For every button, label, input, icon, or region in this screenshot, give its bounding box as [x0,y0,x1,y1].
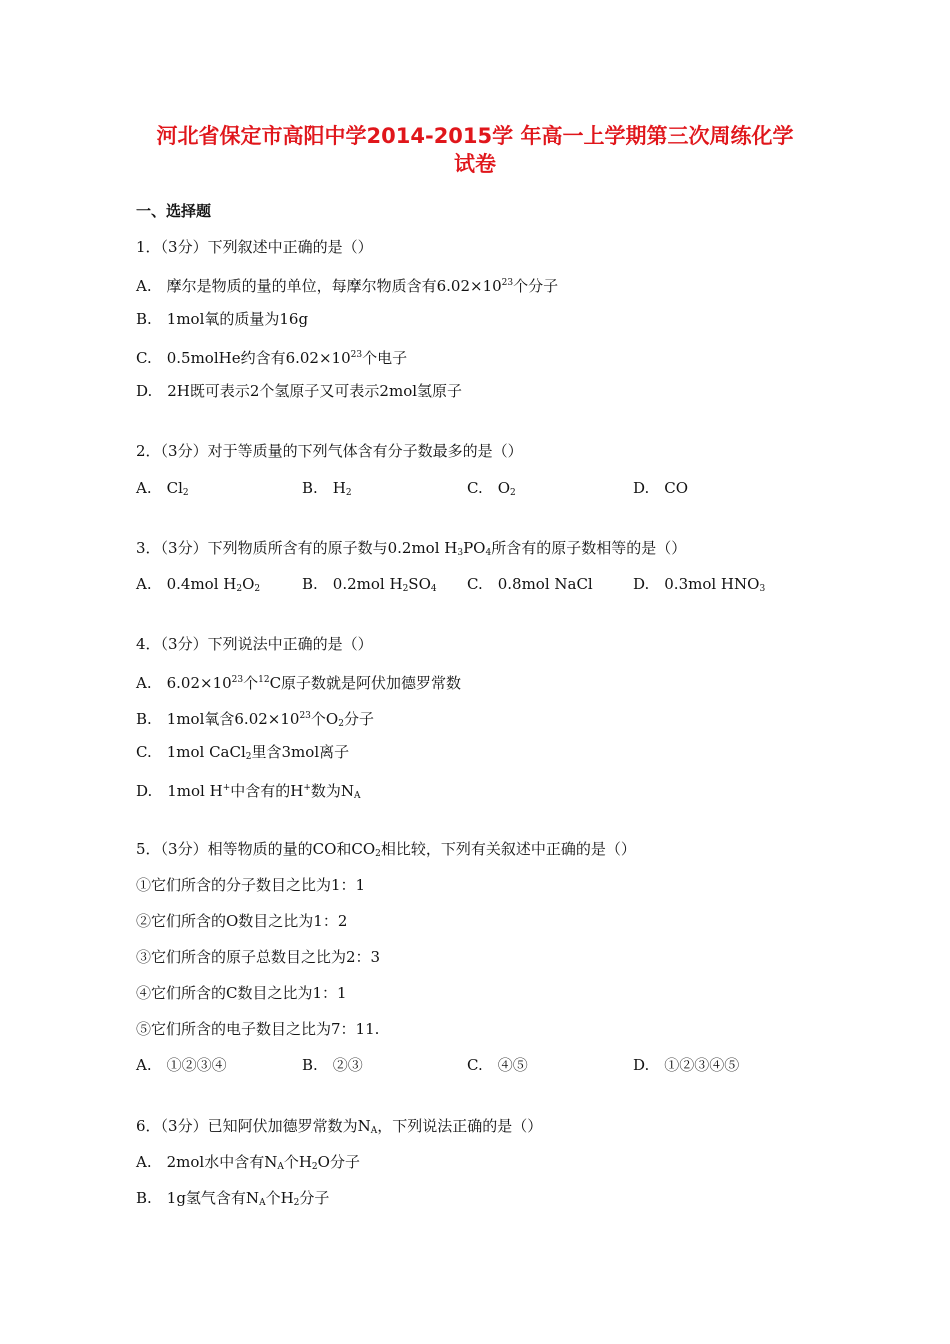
q4-option-a: A. $6.02\times 10^{23}$个$^{12}$C原子数就是阿伏加德罗常数 [136,674,462,692]
q1-option-a: A. 摩尔是物质的量的单位，每摩尔物质含有$6.02\times 10^{23}$个分子 [136,277,559,295]
q2-option-b: B. $H_2$ [302,479,352,498]
q2-option-a: A. $Cl_2$ [136,479,189,498]
q5-option-b: B. ②③ [302,1056,363,1074]
q5-statement-2: ②它们所含的O数目之比为1：2 [136,912,348,930]
q1-option-c: C. 0.5molHe约含有$6.02\times 10^{23}$个电子 [136,349,408,367]
q4-option-b: B. 1mol氧含$6.02\times 10^{23}$个$O_2$分子 [136,710,374,729]
q5-option-d: D. ①②③④⑤ [633,1056,740,1074]
q3-options [136,574,896,594]
q5-statement-5: ⑤它们所含的电子数目之比为7：11. [136,1020,380,1038]
title-line-1: 河北省保定市高阳中学2014-2015学 年高一上学期第三次周练化学 [156,124,794,148]
document-title [100,122,850,178]
q3-option-a: A. 0.4mol $H_2O_2$ [136,575,261,594]
q3-stem: 3．（3分）下列物质所含有的原子数与0.2mol $H_3PO_4$所含有的原子数相等的是（） [136,539,687,558]
q2-stem: 2．（3分）对于等质量的下列气体含有分子数最多的是（） [136,442,523,460]
q2-option-c: C. $O_2$ [467,479,516,498]
q1-stem: 1．（3分）下列叙述中正确的是（） [136,238,373,256]
q3-option-d: D. 0.3mol $HNO_3$ [633,575,766,594]
q1-option-d: D. 2H既可表示2个氢原子又可表示2mol氢原子 [136,382,463,400]
q4-stem: 4．（3分）下列说法中正确的是（） [136,635,373,653]
q1-option-b: B. 1mol氧的质量为16g [136,310,309,328]
q4-option-c: C. 1mol CaCl$_2$里含3mol离子 [136,743,350,762]
section-heading: 一、选择题 [136,202,212,220]
q5-statement-1: ①它们所含的分子数目之比为1：1 [136,876,366,894]
q5-option-c: C. ④⑤ [467,1056,528,1074]
q4-option-d: D. 1mol H+中含有的H+数为$N_A$ [136,782,361,801]
q5-option-a: A. ①②③④ [136,1056,227,1074]
q3-option-c: C. 0.8mol NaCl [467,575,593,593]
q2-options [136,478,896,498]
q5-options [136,1055,896,1075]
q2-option-d: D. CO [633,479,689,497]
q6-stem: 6．（3分）已知阿伏加德罗常数为$N_A$，下列说法正确的是（） [136,1117,543,1136]
q3-option-b: B. 0.2mol $H_2SO_4$ [302,575,437,594]
title-line-2: 试卷 [454,152,496,176]
q5-statement-3: ③它们所含的原子总数目之比为2：3 [136,948,381,966]
q6-option-b: B. 1g氢气含有$N_A$个$H_2$分子 [136,1189,330,1208]
q5-stem: 5．（3分）相等物质的量的CO和$CO_2$相比较，下列有关叙述中正确的是（） [136,840,636,859]
q6-option-a: A. 2mol水中含有$N_A$个$H_2O$分子 [136,1153,360,1172]
q5-statement-4: ④它们所含的C数目之比为1：1 [136,984,347,1002]
